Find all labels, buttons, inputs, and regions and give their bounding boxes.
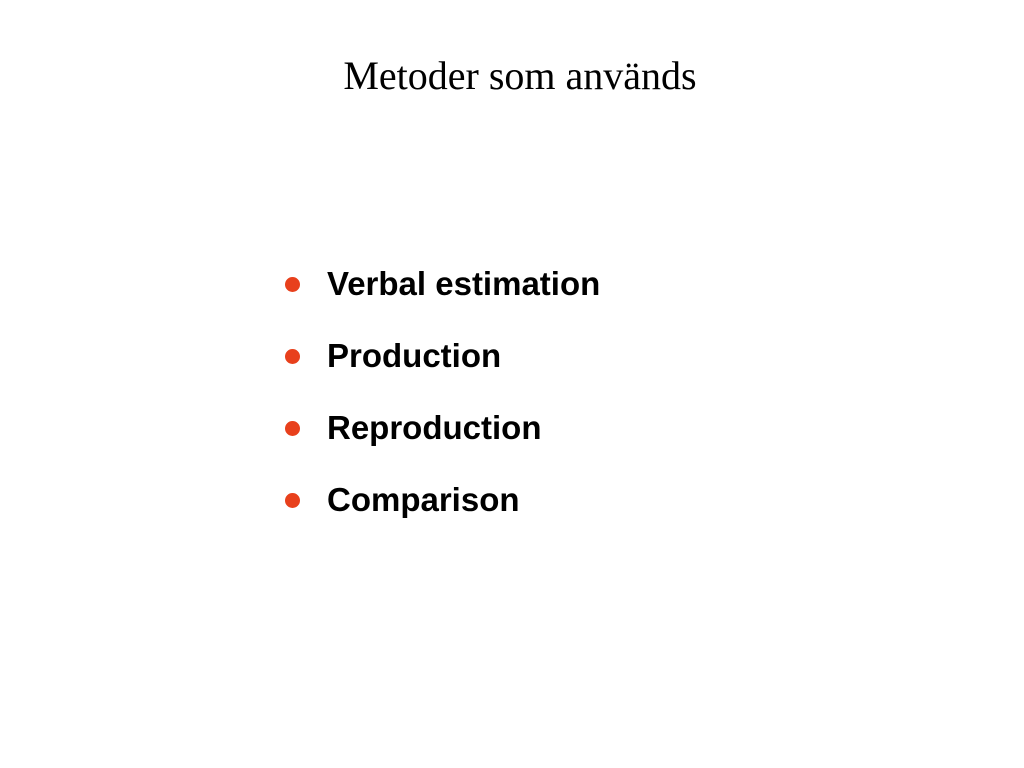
bullet-dot-icon <box>285 349 300 364</box>
bullet-dot-icon <box>285 493 300 508</box>
list-item <box>282 320 600 392</box>
bullet-text: Reproduction <box>327 409 542 446</box>
bullet-dot-icon <box>285 277 300 292</box>
list-item <box>282 392 600 464</box>
bullet-text: Verbal estimation <box>327 265 601 302</box>
bullet-text: Comparison <box>327 481 520 518</box>
bullet-text: Production <box>327 337 502 374</box>
list-item <box>282 464 600 536</box>
bullet-list <box>282 248 600 536</box>
slide-title: Metoder som används <box>343 53 697 98</box>
list-item <box>282 248 600 320</box>
bullet-dot-icon <box>285 421 300 436</box>
